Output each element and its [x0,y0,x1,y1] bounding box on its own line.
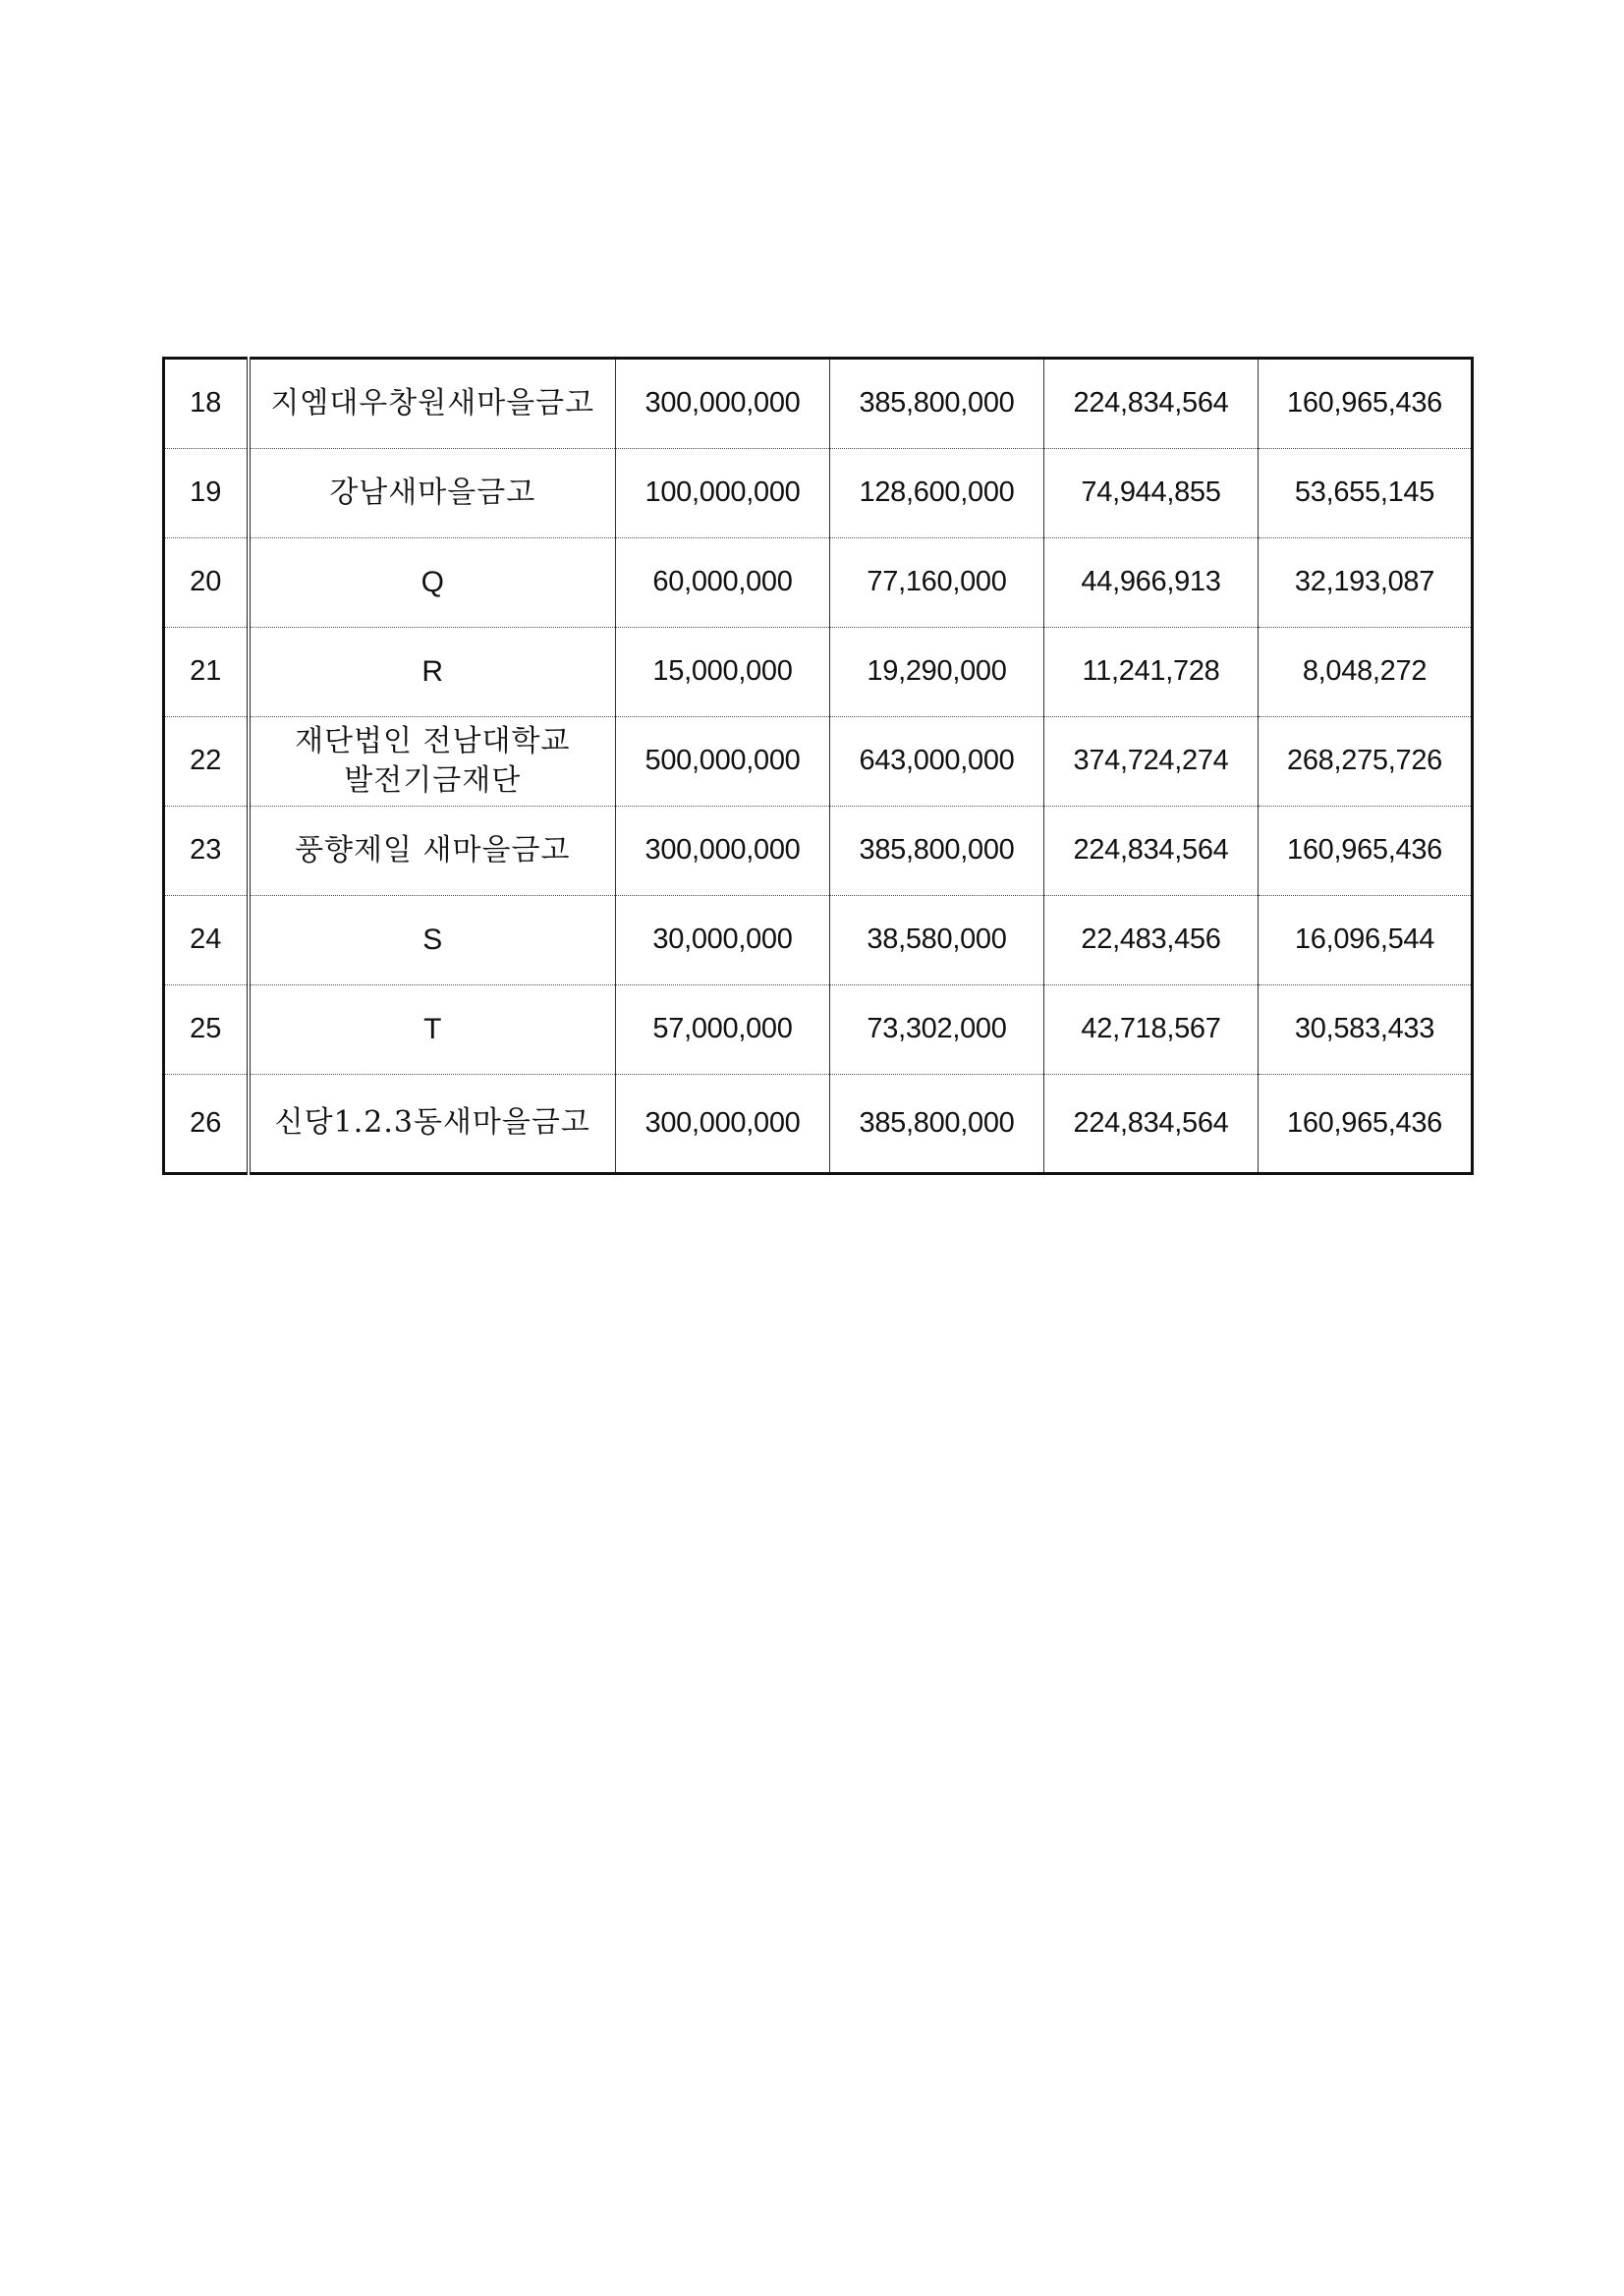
table-row [164,717,1473,807]
table-body [164,359,1473,1174]
amount-cell-1: 300,000,000 [616,1075,830,1174]
row-number: 24 [164,896,249,985]
amount-cell-2: 643,000,000 [830,717,1044,807]
table-row [164,1075,1473,1174]
creditor-name [249,717,616,807]
amount-cell-1: 15,000,000 [616,628,830,717]
row-number: 19 [164,449,249,538]
amount-cell-2: 128,600,000 [830,449,1044,538]
amount-cell-3: 224,834,564 [1044,807,1259,896]
creditor-name [249,449,616,538]
row-number: 22 [164,717,249,807]
amount-cell-3: 74,944,855 [1044,449,1259,538]
amount-cell-3: 11,241,728 [1044,628,1259,717]
amount-cell-4: 8,048,272 [1259,628,1473,717]
row-number: 18 [164,359,249,449]
amount-cell-2: 19,290,000 [830,628,1044,717]
amount-cell-1: 100,000,000 [616,449,830,538]
row-number: 23 [164,807,249,896]
amount-cell-3: 374,724,274 [1044,717,1259,807]
amount-cell-3: 42,718,567 [1044,985,1259,1075]
table-row [164,538,1473,628]
amount-cell-4: 32,193,087 [1259,538,1473,628]
creditor-name-line: S [422,923,443,956]
creditor-name [249,896,616,985]
amount-cell-4: 16,096,544 [1259,896,1473,985]
row-number: 20 [164,538,249,628]
creditor-name-line: T [423,1012,442,1045]
amount-cell-2: 385,800,000 [830,359,1044,449]
amount-cell-3: 224,834,564 [1044,359,1259,449]
amount-cell-3: 22,483,456 [1044,896,1259,985]
creditor-name-line: 지엠대우창원새마을금고 [270,385,595,420]
creditor-name-line: 발전기금재단 [344,763,522,798]
table-row [164,628,1473,717]
amount-cell-1: 60,000,000 [616,538,830,628]
amount-cell-1: 300,000,000 [616,359,830,449]
amount-cell-4: 268,275,726 [1259,717,1473,807]
amount-cell-4: 160,965,436 [1259,359,1473,449]
row-number: 21 [164,628,249,717]
amount-cell-3: 224,834,564 [1044,1075,1259,1174]
creditor-name [249,359,616,449]
amount-cell-1: 500,000,000 [616,717,830,807]
creditor-name-line: 강남새마을금고 [329,475,536,510]
creditor-name-line: Q [420,565,444,598]
creditor-name [249,807,616,896]
table-row [164,985,1473,1075]
amount-cell-4: 160,965,436 [1259,807,1473,896]
amount-cell-2: 73,302,000 [830,985,1044,1075]
amount-cell-1: 57,000,000 [616,985,830,1075]
creditor-table [162,357,1474,1175]
table-row [164,449,1473,538]
amount-cell-4: 53,655,145 [1259,449,1473,538]
amount-cell-1: 300,000,000 [616,807,830,896]
row-number: 25 [164,985,249,1075]
row-number: 26 [164,1075,249,1174]
creditor-name [249,538,616,628]
creditor-name-line: 풍향제일 새마을금고 [295,832,571,868]
creditor-name [249,1075,616,1174]
amount-cell-2: 385,800,000 [830,1075,1044,1174]
creditor-name [249,628,616,717]
amount-cell-4: 160,965,436 [1259,1075,1473,1174]
creditor-name-line: 신당1.2.3동새마을금고 [274,1105,590,1141]
amount-cell-2: 77,160,000 [830,538,1044,628]
table-row [164,896,1473,985]
table-row [164,807,1473,896]
creditor-name [249,985,616,1075]
creditor-name-line: 재단법인 전남대학교 [295,723,571,758]
amount-cell-4: 30,583,433 [1259,985,1473,1075]
table-row [164,359,1473,449]
amount-cell-1: 30,000,000 [616,896,830,985]
amount-cell-2: 385,800,000 [830,807,1044,896]
amount-cell-3: 44,966,913 [1044,538,1259,628]
creditor-name-line: R [421,654,444,688]
amount-cell-2: 38,580,000 [830,896,1044,985]
